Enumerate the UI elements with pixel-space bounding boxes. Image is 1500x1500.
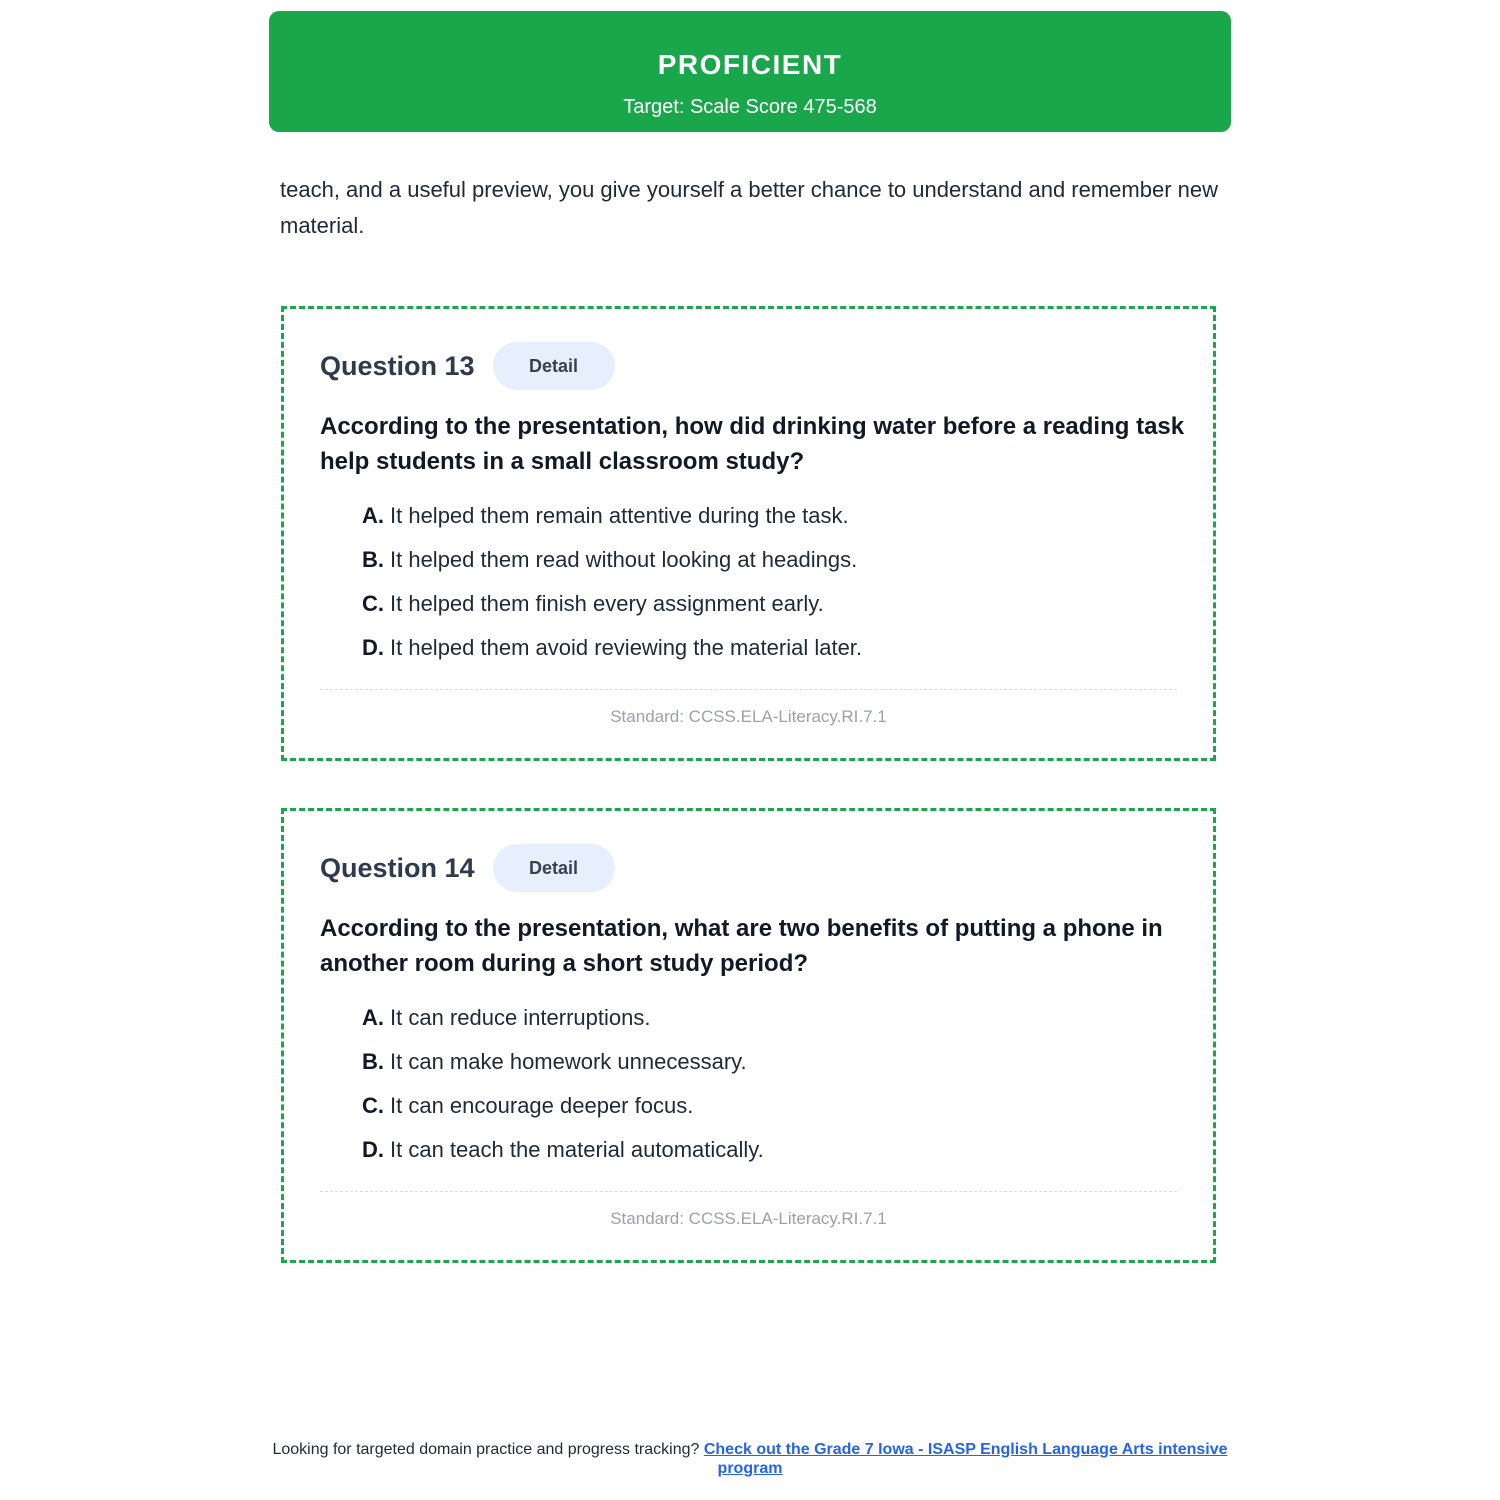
answer-choices xyxy=(362,1001,764,1177)
choice-letter: B. xyxy=(362,1049,384,1074)
question-number: Question 13 xyxy=(320,351,475,381)
proficiency-banner xyxy=(269,11,1231,132)
question-prompt: According to the presentation, what are two benefits of putting a phone in another room during a short study period? xyxy=(320,915,1163,977)
answer-choice-a[interactable] xyxy=(362,499,862,543)
choice-text: It helped them finish every assignment early. xyxy=(390,591,824,616)
answer-choice-c[interactable] xyxy=(362,1089,764,1133)
program-link[interactable]: Check out the Grade 7 Iowa - ISASP English Language Arts intensive program xyxy=(703,1441,1228,1477)
answer-choice-b[interactable] xyxy=(362,543,862,587)
choice-text: It can teach the material automatically. xyxy=(390,1137,764,1162)
question-number: Question 14 xyxy=(320,853,475,883)
banner-title: PROFICIENT xyxy=(657,49,843,80)
question-card xyxy=(281,306,1216,761)
choice-text: It helped them avoid reviewing the material later. xyxy=(390,635,863,660)
question-header xyxy=(320,341,615,391)
answer-choice-b[interactable] xyxy=(362,1045,764,1089)
answer-choices xyxy=(362,499,862,675)
choice-text: It can encourage deeper focus. xyxy=(390,1093,694,1118)
divider xyxy=(320,689,1177,690)
standard-label: Standard: CCSS.ELA-Literacy.RI.7.1 xyxy=(610,1209,887,1228)
choice-text: It helped them read without looking at headings. xyxy=(390,547,858,572)
standard-label: Standard: CCSS.ELA-Literacy.RI.7.1 xyxy=(610,707,887,726)
choice-letter: A. xyxy=(362,503,384,528)
answer-choice-d[interactable] xyxy=(362,1133,764,1177)
answer-choice-d[interactable] xyxy=(362,631,862,675)
choice-letter: D. xyxy=(362,635,384,660)
divider xyxy=(320,1191,1177,1192)
footer-text: Looking for targeted domain practice and progress tracking? xyxy=(272,1441,700,1458)
choice-letter: A. xyxy=(362,1005,384,1030)
choice-text: It can reduce interruptions. xyxy=(390,1005,651,1030)
question-header xyxy=(320,843,615,893)
answer-choice-a[interactable] xyxy=(362,1001,764,1045)
passage-excerpt: teach, and a useful preview, you give yourself a better chance to understand and remember new material. xyxy=(280,177,1219,238)
choice-letter: C. xyxy=(362,1093,384,1118)
question-card xyxy=(281,808,1216,1263)
footer-promo xyxy=(270,1440,1230,1478)
question-type-badge: Detail xyxy=(493,844,615,892)
choice-text: It helped them remain attentive during the task. xyxy=(390,503,849,528)
answer-choice-c[interactable] xyxy=(362,587,862,631)
choice-letter: D. xyxy=(362,1137,384,1162)
choice-letter: C. xyxy=(362,591,384,616)
question-prompt: According to the presentation, how did drinking water before a reading task help students in a small classroom study? xyxy=(320,413,1185,475)
question-type-badge: Detail xyxy=(493,342,615,390)
choice-letter: B. xyxy=(362,547,384,572)
choice-text: It can make homework unnecessary. xyxy=(390,1049,747,1074)
banner-subtitle: Target: Scale Score 475-568 xyxy=(623,96,877,118)
